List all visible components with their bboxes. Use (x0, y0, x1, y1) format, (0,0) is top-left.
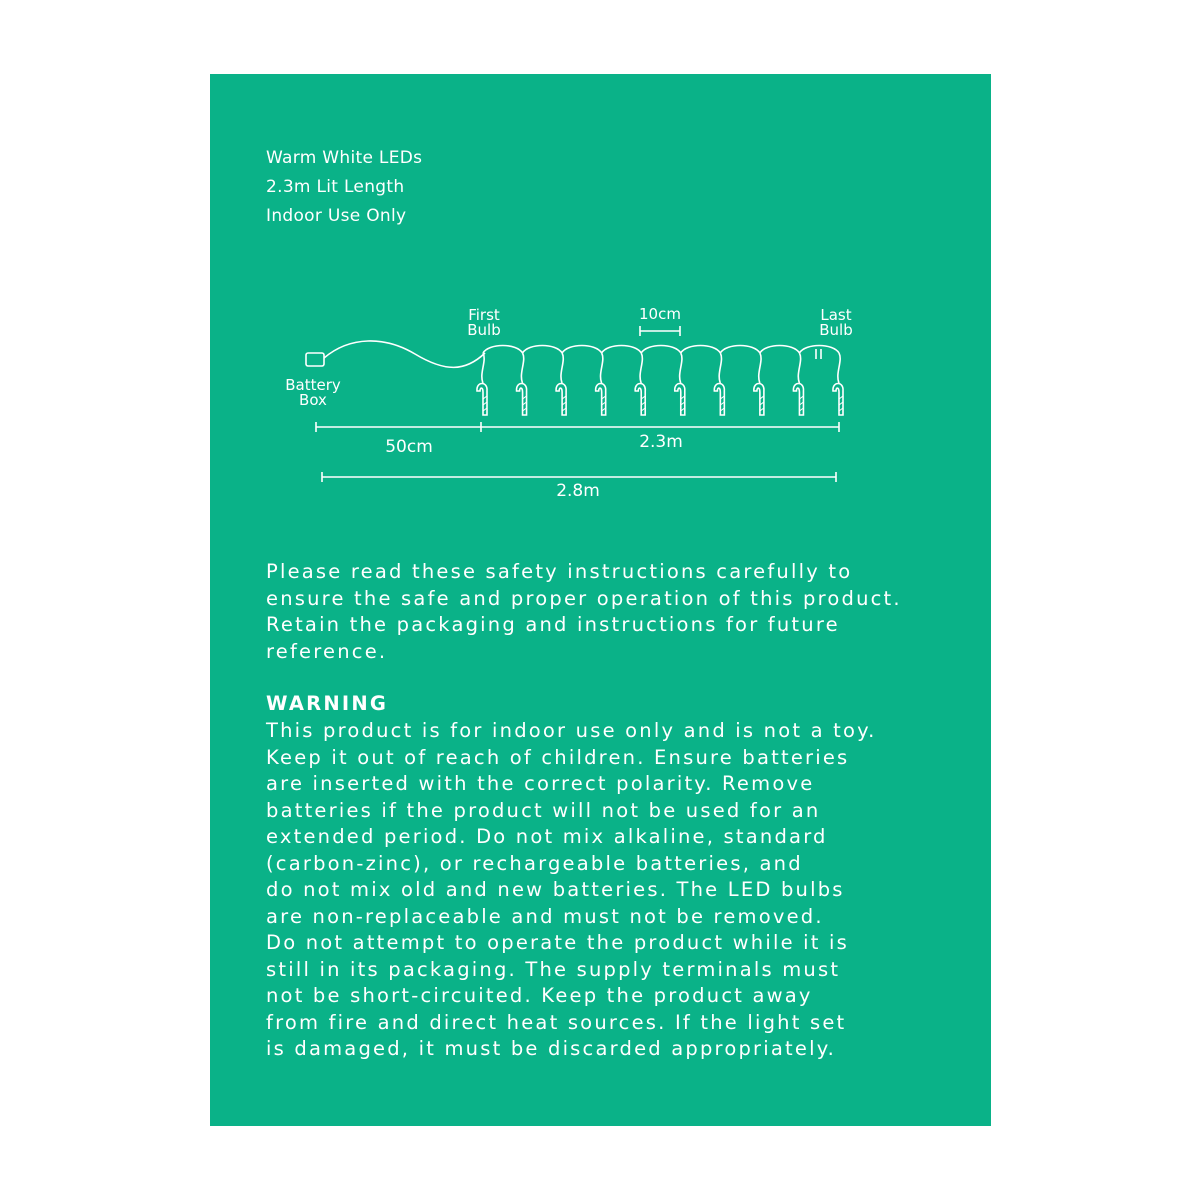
bulb-lead (680, 353, 682, 383)
spec-lit-length: 2.3m Lit Length (266, 177, 405, 197)
battery-label-2: Box (299, 391, 327, 409)
warning-heading: WARNING (266, 692, 389, 715)
lead-wire (324, 341, 485, 367)
bulb-lead (601, 353, 603, 383)
battery-label: Battery (285, 376, 341, 394)
candy-cane-bulb-icon (833, 384, 843, 416)
spec-usage: Indoor Use Only (266, 206, 407, 226)
warning-paragraph: This product is for indoor use only and is not a toy. Keep it out of reach of children. Ensure batteries are inserted with the correct polarity. Remove batteries if the product will not be used for an extended period. Do not mix alkaline, standard (carbon-zinc), or rechargeable batteries, and do not mix old and new batteries. The LED bulbs are non-replaceable and must not be removed. Do not attempt to operate the product while it is still in its packaging. The supply terminals must not be short-circuited. Keep the product away from fire and direct heat sources. If the light set is damaged, it must be discarded appropriately. (266, 719, 877, 1060)
battery-box-icon (306, 353, 324, 366)
candy-cane-bulb-icon (635, 384, 645, 416)
bulb-lead (838, 353, 840, 383)
instruction-panel (210, 74, 991, 1126)
candy-cane-bulb-icon (754, 384, 764, 416)
lit-dimension-line (481, 422, 839, 432)
spec-led-color: Warm White LEDs (266, 148, 423, 168)
bulb-lead (759, 353, 761, 383)
first-bulb-label-2: Bulb (467, 321, 501, 339)
intro-paragraph: Please read these safety instructions carefully to ensure the safe and proper operation of this product. Retain the packaging and instructions for future reference. (266, 560, 902, 663)
first-bulb-label: First (468, 306, 500, 324)
bulb-lead (521, 353, 523, 383)
candy-cane-bulb-icon (714, 384, 724, 416)
bulb-lead (640, 353, 642, 383)
garland-swag (720, 346, 760, 354)
garland-swag (641, 346, 681, 354)
lead-length-label: 50cm (385, 437, 433, 457)
lead-dimension-line (316, 422, 481, 432)
spacing-marker (640, 326, 680, 336)
garland-swag (760, 346, 800, 354)
candy-cane-bulb-icon (556, 384, 566, 416)
candy-cane-bulb-icon (596, 384, 606, 416)
spacing-label: 10cm (639, 305, 681, 323)
garland-swag (799, 346, 839, 354)
candy-cane-bulb-icon (675, 384, 685, 416)
bulb-lead (561, 353, 563, 383)
garland-swag (523, 346, 563, 354)
bulb-lead (482, 353, 484, 383)
candy-cane-bulb-icon (793, 384, 803, 416)
garland-swag (562, 346, 602, 354)
total-length-label: 2.8m (556, 481, 600, 501)
bulb-lead (798, 353, 800, 383)
break-marker (816, 349, 821, 359)
garland-swag (483, 346, 523, 354)
lit-length-label: 2.3m (639, 432, 683, 452)
last-bulb-label: Last (820, 306, 852, 324)
candy-cane-bulb-icon (477, 384, 487, 416)
bulb-group (477, 346, 843, 416)
light-string-diagram (210, 74, 991, 544)
garland-swag (602, 346, 642, 354)
bulb-lead (719, 353, 721, 383)
candy-cane-bulb-icon (516, 384, 526, 416)
last-bulb-label-2: Bulb (819, 321, 853, 339)
garland-swag (681, 346, 721, 354)
